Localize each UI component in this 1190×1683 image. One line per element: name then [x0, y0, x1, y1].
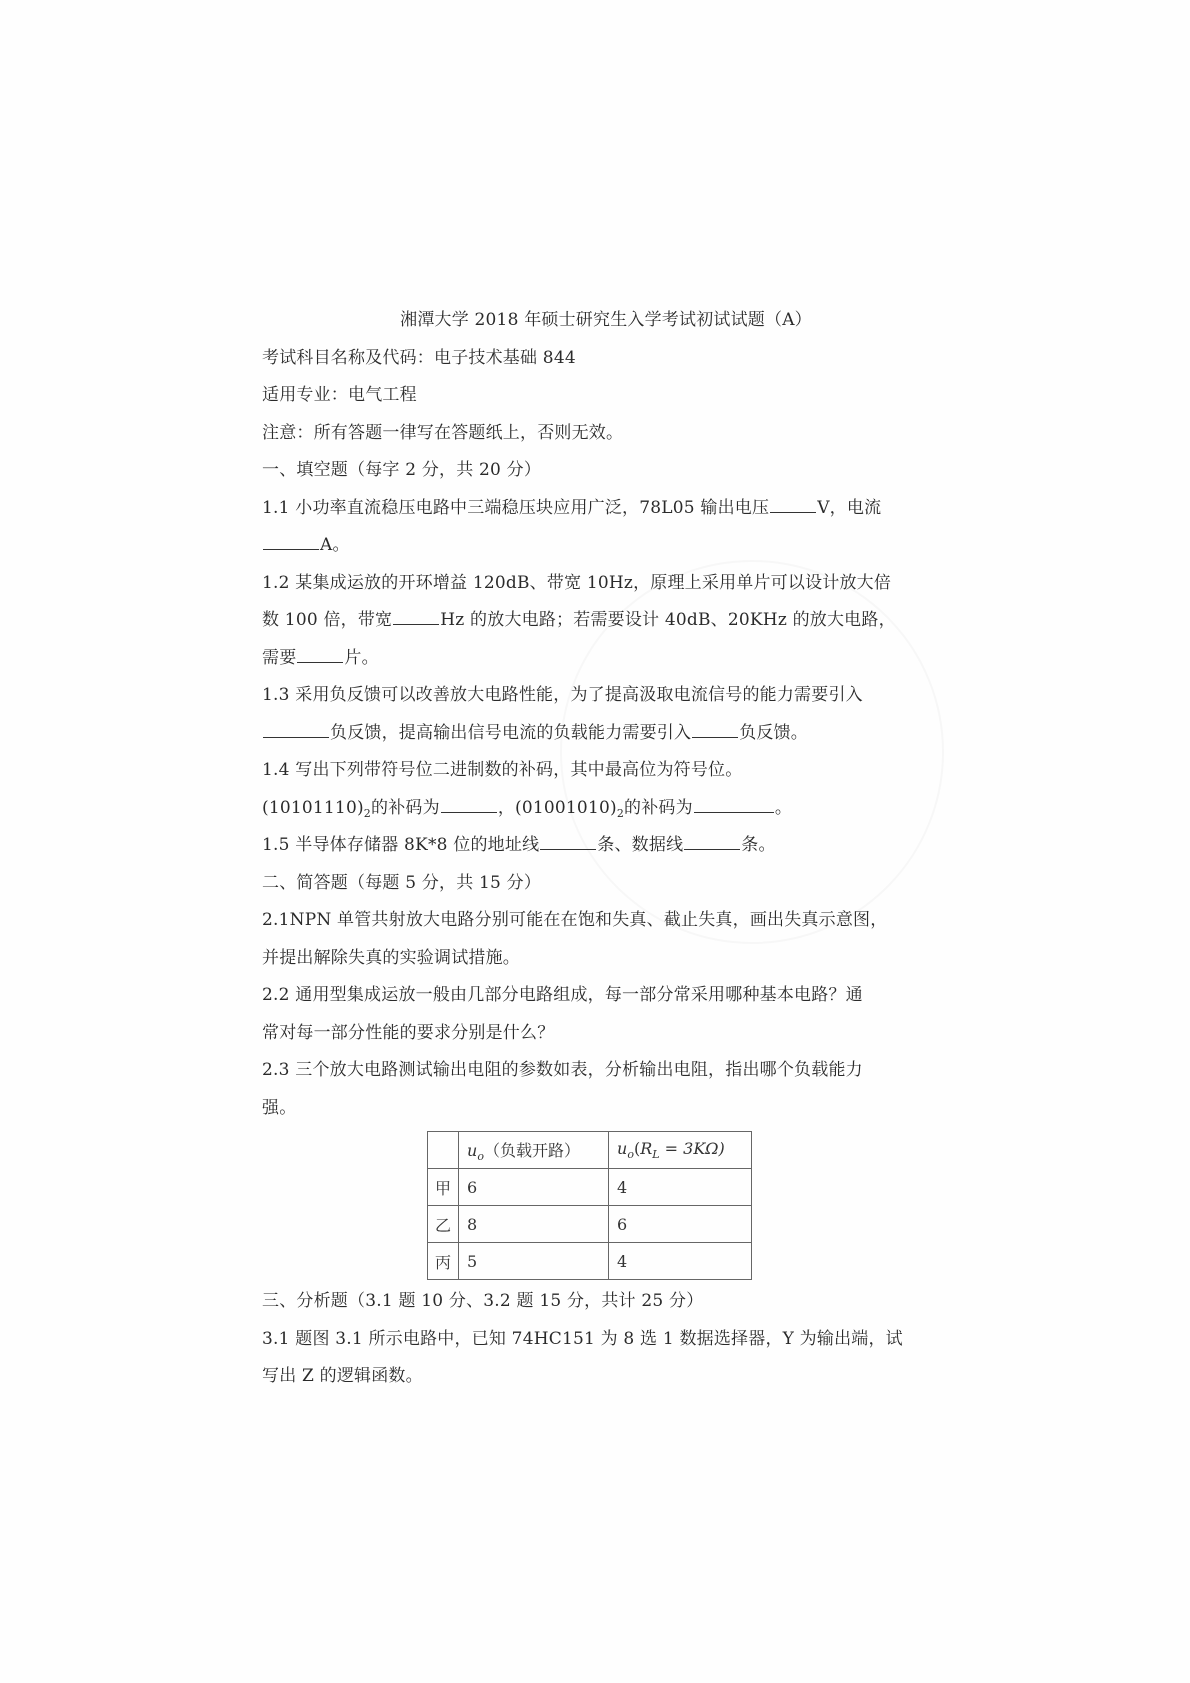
- answer-blank: [692, 723, 738, 738]
- answer-blank: [540, 835, 596, 850]
- answer-blank: [263, 535, 319, 550]
- q1-5-text: 条。: [741, 835, 776, 855]
- q1-1-text: V，电流: [817, 497, 882, 518]
- answer-blank: [393, 610, 439, 625]
- var-u: u: [467, 1140, 478, 1160]
- question-2-1-line2: 并提出解除失真的实验调试措施。: [262, 947, 520, 968]
- table-header-row: [428, 1132, 752, 1169]
- question-1-1-line2: [262, 527, 922, 565]
- table-row: [428, 1169, 752, 1206]
- exam-subject: 考试科目名称及代码：电子技术基础 844: [262, 347, 576, 368]
- question-2-1-line1: 2.1NPN 单管共射放大电路分别可能在在饱和失真、截止失真，画出失真示意图，: [262, 910, 888, 930]
- question-1-2-line1: 1.2 某集成运放的开环增益 120dB、带宽 10Hz，原理上采用单片可以设计放大倍: [262, 572, 892, 593]
- with-load-value: 6: [609, 1206, 752, 1243]
- row-label: 甲: [428, 1169, 459, 1206]
- var-r: R: [640, 1139, 653, 1158]
- var-sub-l: L: [652, 1148, 660, 1161]
- question-1-5: [262, 827, 922, 865]
- q1-4-sep: ，: [497, 797, 516, 818]
- open-load-value: 8: [459, 1206, 609, 1243]
- answer-blank: [770, 498, 816, 513]
- q1-5-text: 1.5 半导体存储器 8K*8 位的地址线: [262, 835, 540, 855]
- q1-2-text: 需要: [262, 647, 297, 668]
- exam-content: [262, 302, 922, 1396]
- var-sub-o: o: [627, 1148, 634, 1161]
- q1-2-text: Hz 的放大电路；若需要设计 40dB、20KHz 的放大电路，: [440, 610, 896, 630]
- with-load-value: 4: [609, 1169, 752, 1206]
- section1-heading: 一、填空题（每字 2 分，共 20 分）: [262, 460, 542, 480]
- header-with-load: [609, 1132, 752, 1169]
- q1-4-text: 的补码为: [624, 797, 693, 818]
- answer-blank: [694, 798, 774, 813]
- answer-blank: [684, 835, 740, 850]
- base-subscript: 2: [363, 806, 371, 820]
- table-row: [428, 1206, 752, 1243]
- q1-5-text: 条、数据线: [597, 835, 684, 855]
- output-resistance-table-wrap: [262, 1127, 922, 1283]
- table-row: [428, 1243, 752, 1280]
- question-1-4-line1: 1.4 写出下列带符号位二进制数的补码，其中最高位为符号位。: [262, 760, 743, 780]
- header-text: （负载开路）: [483, 1140, 580, 1160]
- question-1-3-line1: 1.3 采用负反馈可以改善放大电路性能，为了提高汲取电流信号的能力需要引入: [262, 685, 863, 705]
- q1-3-text: 负反馈，提高输出信号电流的负载能力需要引入: [330, 722, 692, 743]
- open-load-value: 6: [459, 1169, 609, 1206]
- answer-blank: [297, 648, 343, 663]
- answer-blank: [441, 798, 497, 813]
- table-corner-cell: [428, 1132, 459, 1169]
- q1-3-text: 负反馈。: [739, 722, 809, 743]
- row-label: 乙: [428, 1206, 459, 1243]
- q1-2-text: 片。: [344, 647, 379, 668]
- question-2-2-line2: 常对每一部分性能的要求分别是什么？: [262, 1022, 555, 1043]
- question-1-2-line3: [262, 640, 922, 678]
- header-open-load: [459, 1132, 609, 1169]
- question-2-3-line2: 强。: [262, 1097, 297, 1118]
- q1-4-text: 的补码为: [371, 797, 440, 818]
- output-resistance-table: [427, 1131, 752, 1280]
- binary-number-2: (01001010): [515, 797, 617, 818]
- question-2-3-line1: 2.3 三个放大电路测试输出电阻的参数如表，分析输出电阻，指出哪个负载能力: [262, 1060, 863, 1080]
- question-3-1-line1: 3.1 题图 3.1 所示电路中，已知 74HC151 为 8 选 1 数据选择器，Y 为输出端，试: [262, 1328, 903, 1349]
- question-1-1-line1: [262, 490, 922, 528]
- section2-heading: 二、简答题（每题 5 分，共 15 分）: [262, 872, 542, 893]
- row-label: 丙: [428, 1243, 459, 1280]
- exam-major: 适用专业：电气工程: [262, 385, 417, 405]
- q1-4-end: 。: [774, 797, 793, 818]
- var-u: u: [617, 1139, 628, 1158]
- question-1-2-line2: [262, 602, 922, 640]
- question-1-3-line2: [262, 715, 922, 753]
- var-sub-o: o: [477, 1149, 484, 1163]
- answer-blank: [263, 723, 329, 738]
- load-value: = 3KΩ): [659, 1139, 725, 1158]
- question-3-1-line2: 写出 Z 的逻辑函数。: [262, 1366, 423, 1386]
- exam-title: 湘潭大学 2018 年硕士研究生入学考试初试试题（A）: [400, 310, 812, 330]
- q1-1-text: 1.1 小功率直流稳压电路中三端稳压块应用广泛，78L05 输出电压: [262, 497, 770, 518]
- base-subscript: 2: [616, 806, 625, 820]
- open-load-value: 5: [459, 1243, 609, 1280]
- with-load-value: 4: [609, 1243, 752, 1280]
- q1-1-text: A。: [320, 535, 350, 555]
- q1-2-text: 数 100 倍，带宽: [262, 610, 393, 630]
- section3-heading: 三、分析题（3.1 题 10 分、3.2 题 15 分，共计 25 分）: [262, 1291, 704, 1311]
- question-1-4-line2: [262, 790, 922, 828]
- question-2-2-line1: 2.2 通用型集成运放一般由几部分电路组成，每一部分常采用哪种基本电路？通: [262, 985, 863, 1005]
- paren-open: (: [633, 1139, 641, 1158]
- binary-number-1: (10101110): [262, 797, 364, 818]
- exam-notice: 注意：所有答题一律写在答题纸上，否则无效。: [262, 422, 624, 443]
